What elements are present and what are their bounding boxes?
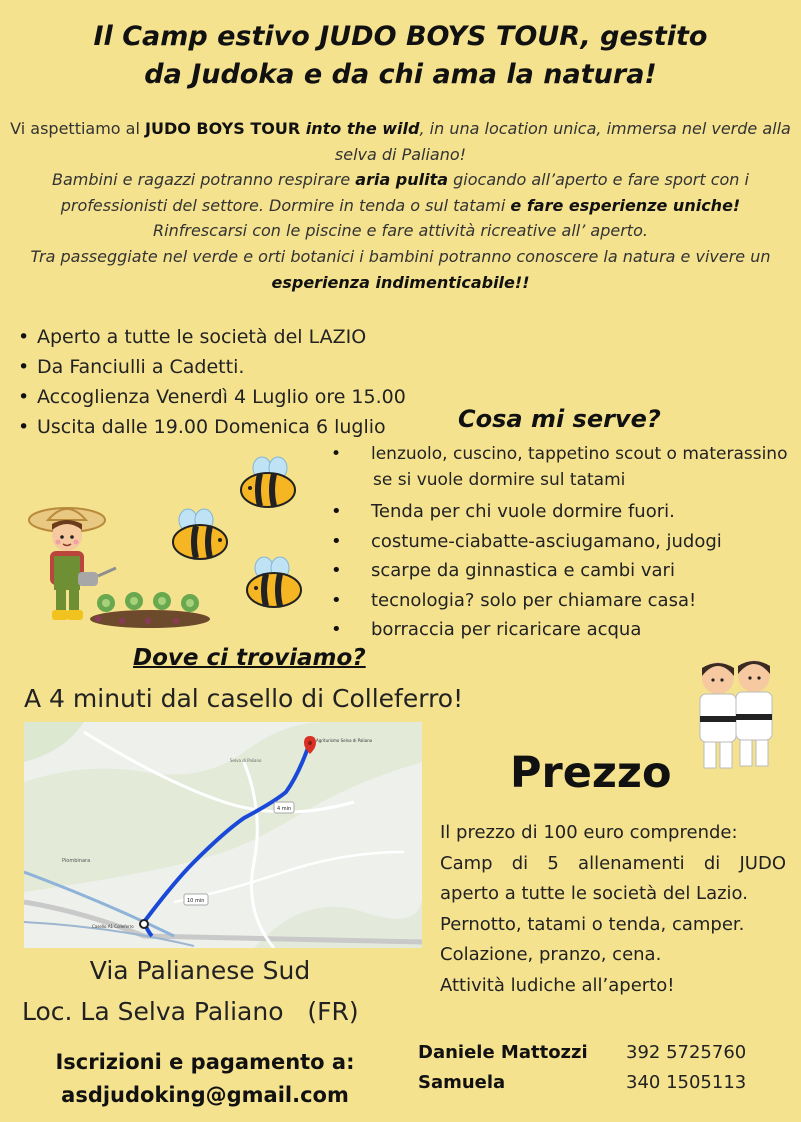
registration-email[interactable]: asdjudoking@gmail.com [61, 1083, 349, 1107]
price-line: aperto a tutte le società del Lazio. [440, 883, 748, 904]
info-list [18, 322, 448, 442]
contact-name: Daniele Mattozzi [418, 1042, 588, 1063]
location-distance: A 4 minuti dal casello di Colleferro! [24, 684, 464, 713]
page-title: Il Camp estivo JUDO BOYS TOUR, gestito da Judoka e da chi ama la natura! [93, 21, 708, 90]
price-line: Il prezzo di 100 euro comprende: [440, 822, 738, 843]
map-label: Piombinara [62, 858, 91, 864]
serve-list [352, 442, 792, 645]
location-map[interactable] [24, 722, 422, 948]
bee-icon [244, 556, 308, 612]
list-item: • costume-ciabatte-asciugamano, judogi [352, 527, 792, 557]
contact-phone[interactable]: 392 5725760 [626, 1042, 747, 1063]
contacts [418, 1038, 778, 1098]
intro-paragraph-4: Tra passeggiate nel verde e orti botanici i bambini potranno conoscere la natura e vivere un esperienza indimenticabile!! [30, 246, 771, 292]
contact-row [418, 1038, 778, 1068]
bee-icon [238, 456, 302, 512]
judo-kids-illustration [684, 650, 786, 772]
vegetable-patch-illustration [88, 585, 212, 629]
list-item: • borraccia per ricaricare acqua [352, 615, 792, 645]
contact-name: Samuela [418, 1072, 506, 1093]
map-label: 10 min [187, 898, 205, 904]
map-image [24, 722, 422, 948]
list-item: • scarpe da ginnastica e cambi vari [352, 556, 792, 586]
list-item: • Accoglienza Venerdì 4 Luglio ore 15.00 [18, 382, 448, 412]
list-item: • Aperto a tutte le società del LAZIO [18, 322, 448, 352]
map-label: Selva di Paliano [230, 758, 262, 763]
intro-paragraph-1: Vi aspettiamo al JUDO BOYS TOUR into the wild, in una location unica, immersa nel verde alla selva di Paliano! [10, 119, 791, 164]
bee-icon [168, 508, 232, 564]
intro-paragraph-3: Rinfrescarsi con le piscine e fare attività ricreative all’ aperto. [153, 221, 648, 241]
list-item: • lenzuolo, cuscino, tappetino scout o materassino se si vuole dormire sul tatami [352, 442, 792, 493]
contact-row [418, 1068, 778, 1098]
address-line-1: Via Palianese Sud [89, 956, 311, 985]
map-label: 4 min [277, 806, 292, 812]
list-item: • Tenda per chi vuole dormire fuori. [352, 497, 792, 527]
price-details [440, 818, 786, 1001]
price-line: Pernotto, tatami o tenda, camper. [440, 913, 745, 935]
price-heading: Prezzo [510, 748, 672, 798]
list-item: • Uscita dalle 19.00 Domenica 6 luglio [18, 412, 448, 442]
address-line-2: Loc. La Selva Paliano (FR) [22, 997, 359, 1026]
price-line: Colazione, pranzo, cena. [440, 944, 662, 965]
registration-info [0, 1046, 410, 1112]
list-item: • Da Fanciulli a Cadetti. [18, 352, 448, 382]
intro-text [10, 116, 791, 295]
price-line: Camp di 5 allenamenti di JUDO [440, 852, 786, 874]
intro-paragraph-2: Bambini e ragazzi potranno respirare aria pulita giocando all’aperto e fare sport con i professionisti del settore. Dormire in tenda o sul tatami e fare esperienze uniche! [52, 170, 749, 215]
price-line: Attività ludiche all’aperto! [440, 974, 675, 996]
registration-label: Iscrizioni e pagamento a: [55, 1050, 355, 1074]
serve-heading: Cosa mi serve? [458, 405, 661, 433]
location-heading: Dove ci troviamo? [133, 645, 366, 671]
map-label: Agriturismo Selva di Paliano [316, 738, 373, 743]
list-item: • tecnologia? solo per chiamare casa! [352, 586, 792, 616]
contact-phone[interactable]: 340 1505113 [626, 1072, 747, 1093]
map-label: Casello A1 Colleferro [92, 924, 134, 929]
